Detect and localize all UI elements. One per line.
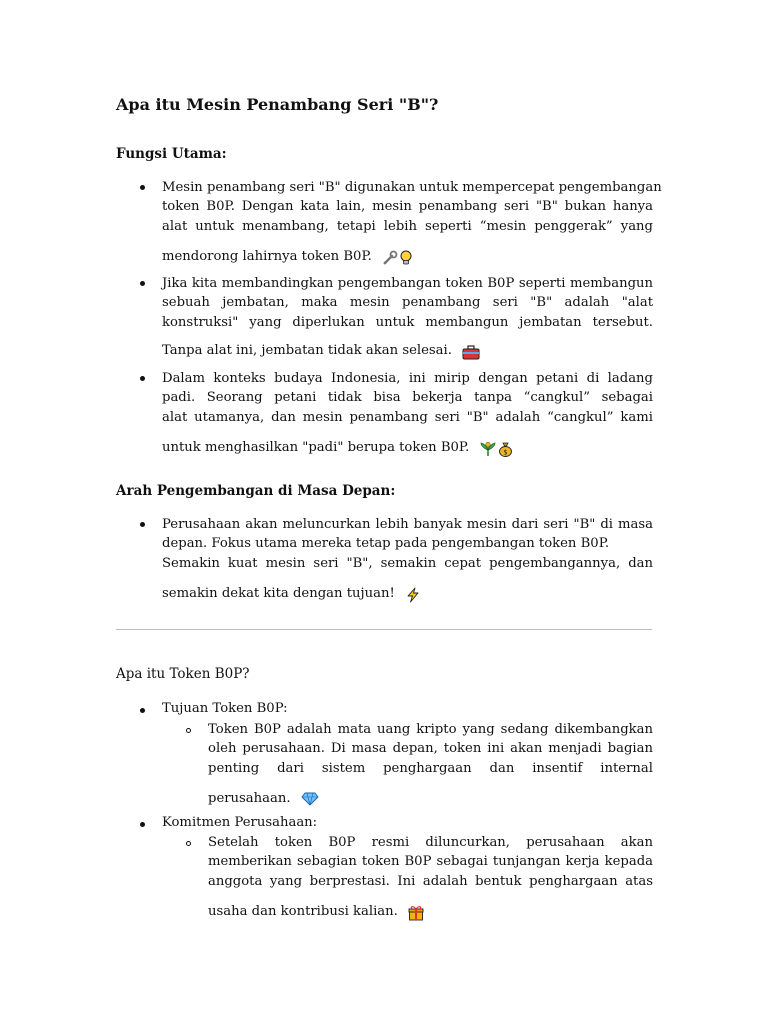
text-line: Setelah token B0P resmi diluncurkan, perusahaan akan xyxy=(208,835,653,850)
text-line: penting dari sistem penghargaan dan insentif internal xyxy=(208,760,653,776)
text-line-text: Tanpa alat ini, jembatan tidak akan selesai. xyxy=(162,342,452,358)
bullet-dot xyxy=(140,822,145,827)
text-line: token B0P. Dengan kata lain, mesin penambang seri "B" bukan hanya xyxy=(162,199,653,215)
bullet-dot xyxy=(140,281,145,286)
list-item xyxy=(162,274,653,363)
text-line: Jika kita membandingkan pengembangan token B0P seperti membangun xyxy=(162,276,653,291)
page-title: Apa itu Mesin Penambang Seri "B"? xyxy=(116,95,439,114)
list-item xyxy=(208,720,653,811)
sub-bullet xyxy=(186,841,191,846)
text-line: Semakin kuat mesin seri "B", semakin cepat pengembangannya, dan xyxy=(162,555,653,571)
lightning-icon xyxy=(405,587,421,606)
group-label: Tujuan Token B0P: xyxy=(162,701,288,716)
sub-bullet xyxy=(186,728,191,733)
list-item xyxy=(208,833,653,924)
bullet-dot xyxy=(140,522,145,527)
text-line: Perusahaan akan meluncurkan lebih banyak mesin dari seri "B" di masa xyxy=(162,517,653,532)
toolbox-icon xyxy=(462,344,480,363)
text-line: Token B0P adalah mata uang kripto yang sedang dikembangkan xyxy=(208,722,653,737)
text-line-with-icons xyxy=(162,247,653,269)
text-line: depan. Fokus utama mereka tetap pada pengembangan token B0P. xyxy=(162,536,610,552)
text-line-text: perusahaan. xyxy=(208,790,291,806)
text-line: alat utamanya, dan mesin penambang seri "B" adalah “cangkul” kami xyxy=(162,409,653,425)
svg-text:$: $ xyxy=(503,448,509,457)
section-divider xyxy=(116,629,652,630)
bullet-dot xyxy=(140,185,145,190)
text-line-with-icons xyxy=(162,438,653,460)
section-title: Apa itu Token B0P? xyxy=(116,666,250,682)
rice-plant-icon xyxy=(479,441,497,460)
text-line-text: untuk menghasilkan "padi" berupa token B0P. xyxy=(162,439,470,455)
fungsi-heading: Fungsi Utama: xyxy=(116,146,227,162)
text-line-text: usaha dan kontribusi kalian. xyxy=(208,903,398,919)
list-item xyxy=(162,178,662,269)
text-line: anggota yang berprestasi. Ini adalah bentuk penghargaan atas xyxy=(208,873,653,889)
text-line-text: semakin dekat kita dengan tujuan! xyxy=(162,585,395,601)
lightbulb-icon xyxy=(399,250,413,269)
text-line: padi. Seorang petani tidak bisa bekerja tanpa “cangkul” sebagai xyxy=(162,390,653,406)
bullet-dot xyxy=(140,376,145,381)
list-item xyxy=(162,369,653,460)
text-line: oleh perusahaan. Di masa depan, token ini akan menjadi bagian xyxy=(208,741,653,757)
list-item xyxy=(162,515,653,606)
text-line-text: mendorong lahirnya token B0P. xyxy=(162,248,372,264)
text-line-with-icons xyxy=(208,789,653,811)
text-line: sebuah jembatan, maka mesin penambang seri "B" adalah "alat xyxy=(162,295,653,311)
bullet-dot xyxy=(140,708,145,713)
money-bag-icon xyxy=(498,441,513,460)
gem-icon xyxy=(301,792,319,811)
gift-icon xyxy=(408,905,424,924)
text-line: konstruksi" yang diperlukan untuk membangun jembatan tersebut. xyxy=(162,314,653,330)
text-line: Mesin penambang seri "B" digunakan untuk mempercepat pengembangan xyxy=(162,180,662,195)
text-line: alat untuk menambang, tetapi lebih seperti “mesin penggerak” yang xyxy=(162,218,653,234)
arah-heading: Arah Pengembangan di Masa Depan: xyxy=(116,483,396,499)
wrench-icon xyxy=(382,250,398,269)
text-line-with-icons xyxy=(162,341,653,363)
text-line: Dalam konteks budaya Indonesia, ini mirip dengan petani di ladang xyxy=(162,371,653,386)
group-label: Komitmen Perusahaan: xyxy=(162,815,318,830)
text-line: memberikan sebagian token B0P sebagai tunjangan kerja kepada xyxy=(208,854,653,870)
text-line-with-icons xyxy=(162,584,653,606)
text-line-with-icons xyxy=(208,902,653,924)
